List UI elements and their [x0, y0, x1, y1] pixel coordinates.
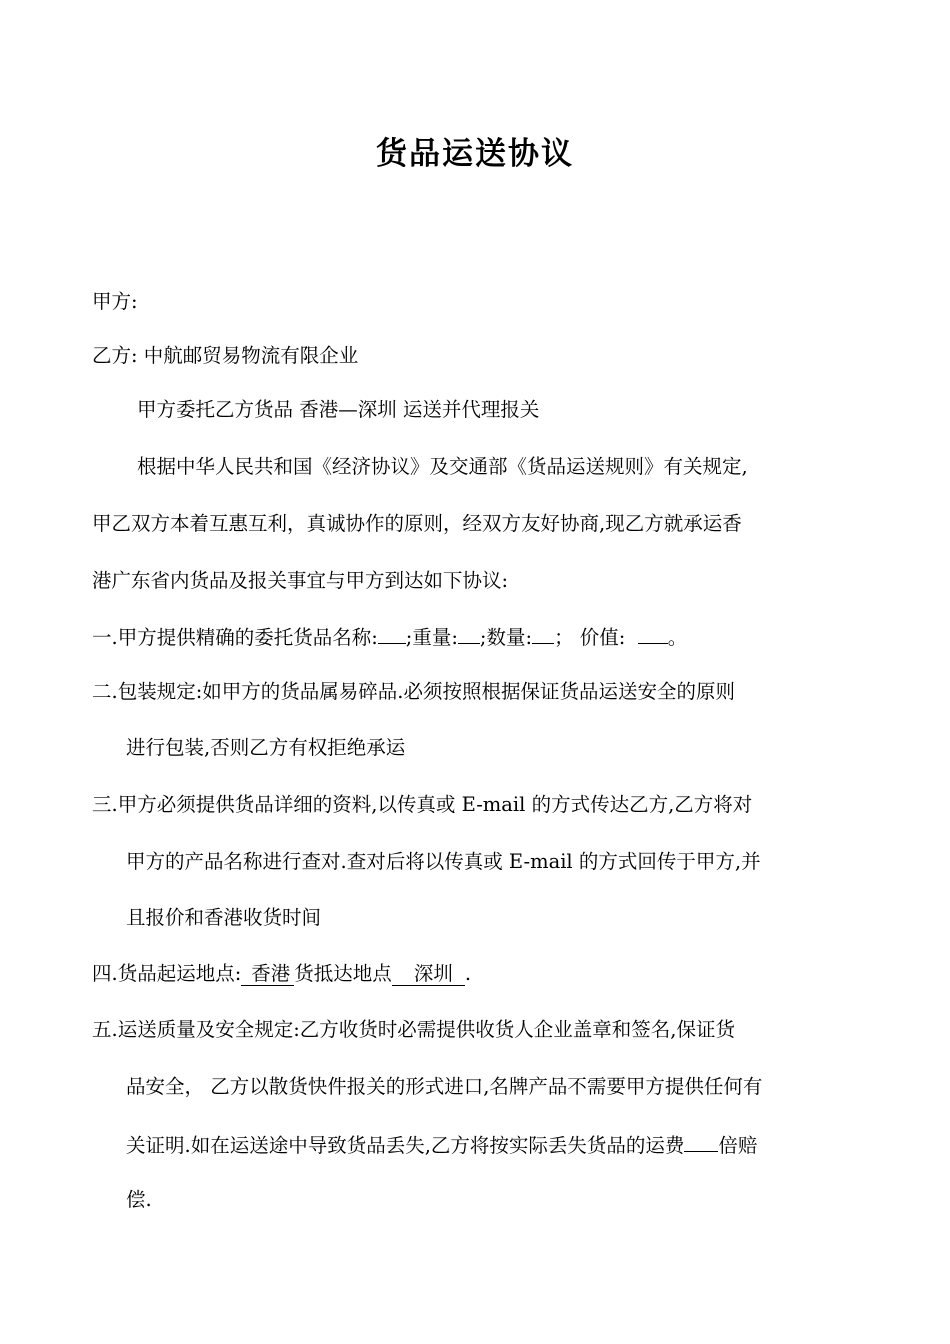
- weight-blank[interactable]: [458, 622, 480, 644]
- value-blank[interactable]: [638, 622, 668, 644]
- clause-2-line-2: 进行包装,否则乙方有权拒绝承运: [126, 736, 406, 759]
- clause-1-sep-quantity: ;数量:: [479, 626, 533, 649]
- clause-4: [92, 960, 471, 988]
- clause-4-end: .: [464, 962, 472, 985]
- clause-5-line-4: 偿.: [126, 1188, 152, 1211]
- preamble-line-1: 根据中华人民共和国《经济协议》及交通部《货品运送规则》有关规定,: [137, 455, 748, 478]
- clause-5-number: 五.: [92, 1018, 118, 1041]
- preamble-line-3: 港广东省内货品及报关事宜与甲方到达如下协议:: [92, 569, 509, 592]
- clause-5-line-3-end: 倍赔: [718, 1134, 758, 1157]
- clause-2-number: 二.: [92, 680, 118, 703]
- clause-3-line-2: 甲方的产品名称进行查对.查对后将以传真或 E-mail 的方式回传于甲方,并: [126, 850, 761, 873]
- clause-5-line-1: 运送质量及安全规定:乙方收货时必需提供收货人企业盖章和签名,保证货: [117, 1018, 735, 1041]
- clause-5-line-3: [126, 1130, 757, 1160]
- clause-3-line-1: 甲方必须提供货品详细的资料,以传真或 E-mail 的方式传达乙方,乙方将对: [117, 793, 753, 816]
- clause-2-line-1: 包装规定:如甲方的货品属易碎品.必须按照根据保证货品运送安全的原则: [117, 680, 735, 703]
- preamble-line-2: 甲乙双方本着互惠互利，真诚协作的原则，经双方友好协商,现乙方就承运香: [92, 512, 742, 535]
- origin-field[interactable]: 香港: [241, 962, 294, 986]
- clause-3: [92, 791, 752, 819]
- commission-line: 甲方委托乙方货品 香港—深圳 运送并代理报关: [137, 398, 540, 421]
- clause-5: [92, 1016, 735, 1044]
- goods-name-blank[interactable]: [378, 622, 406, 644]
- clause-4-number: 四.: [92, 962, 118, 985]
- party-b-value: 中航邮贸易物流有限企业: [143, 344, 359, 367]
- clause-1: [92, 622, 687, 652]
- clause-1-sep-weight: ;重量:: [405, 626, 458, 649]
- clause-3-line-3: 且报价和香港收货时间: [126, 906, 322, 929]
- party-a-label: 甲方:: [92, 290, 138, 313]
- clause-1-end: 。: [667, 626, 688, 649]
- compensation-multiple-blank[interactable]: [684, 1130, 718, 1152]
- destination-field[interactable]: 深圳: [392, 962, 465, 986]
- clause-4-mid: 货抵达地点: [294, 962, 392, 985]
- clause-1-number: 一.: [92, 626, 118, 649]
- clause-4-lead: 货品起运地点:: [117, 962, 242, 985]
- clause-3-number: 三.: [92, 793, 118, 816]
- quantity-blank[interactable]: [532, 622, 554, 644]
- clause-5-line-3-lead: 关证明.如在运送途中导致货品丢失,乙方将按实际丢失货品的运费: [126, 1134, 685, 1157]
- clause-2: [92, 678, 735, 706]
- party-b-line: [92, 342, 358, 370]
- clause-5-line-2: 品安全， 乙方以散货快件报关的形式进口,名牌产品不需要甲方提供任何有: [126, 1075, 763, 1098]
- clause-1-sep-value: ； 价值:: [554, 626, 626, 649]
- document-title: 货品运送协议: [376, 136, 574, 172]
- clause-1-lead: 甲方提供精确的委托货品名称:: [117, 626, 378, 649]
- party-b-label: 乙方:: [92, 344, 138, 367]
- party-a-line: [92, 288, 138, 316]
